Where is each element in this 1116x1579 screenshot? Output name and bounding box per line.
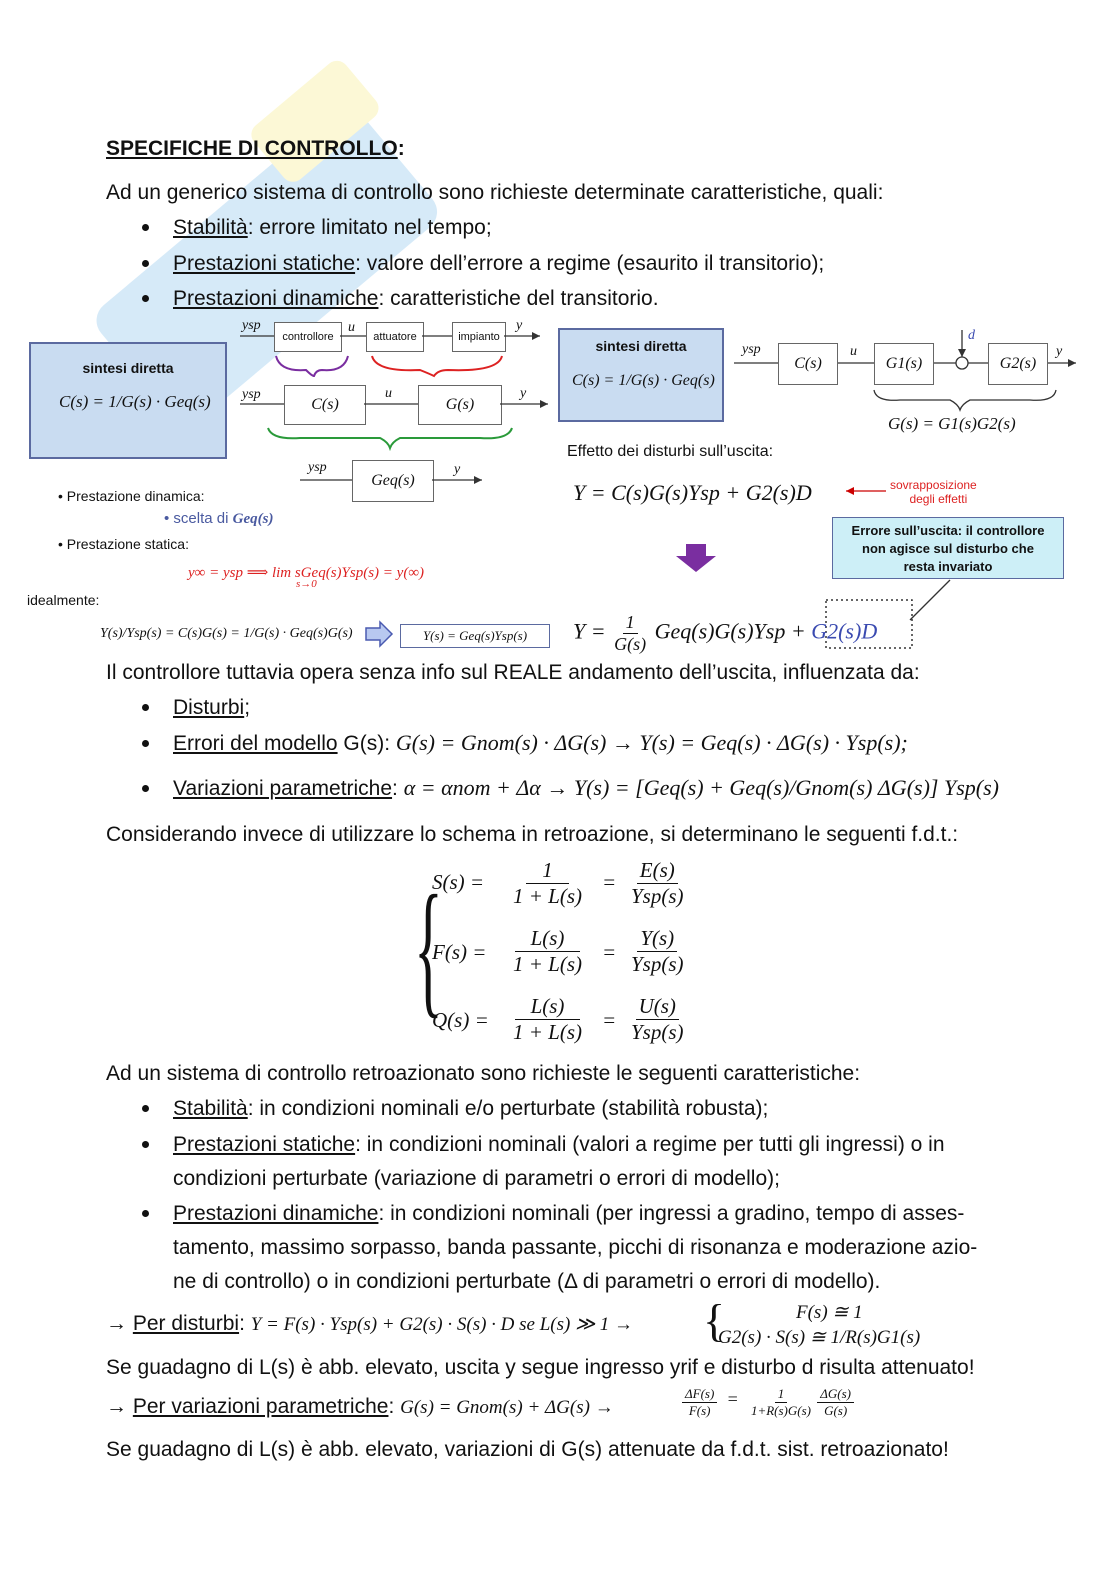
page-title: SPECIFICHE DI CONTROLLO: — [106, 137, 405, 160]
ideal-result-box: Y(s) = Geq(s)Ysp(s) — [400, 624, 550, 648]
label-ysp: ysp — [242, 387, 261, 402]
conclusion-2: Se guadagno di L(s) è abb. elevato, variazioni di G(s) attenuate da f.d.t. sist. retroazionato! — [106, 1438, 949, 1461]
list-item-continuation: tamento, massimo sorpasso, banda passante, picchi di risonanza e moderazione azio- — [173, 1236, 978, 1259]
label-y: y — [516, 318, 523, 333]
list-item: Prestazioni dinamiche: caratteristiche del transitorio. — [173, 287, 659, 310]
limit-subscript: s→0 — [296, 578, 317, 590]
list-item: Variazioni parametriche: α = αnom + Δα → Y(s) = [Geq(s) + Geq(s)/Gnom(s) ΔG(s)] Ysp(s) — [173, 775, 999, 800]
block-impianto: impianto — [452, 322, 506, 352]
label-u: u — [850, 344, 857, 359]
g-product: G(s) = G1(s)G2(s) — [888, 414, 1016, 433]
paragraph-2: Il controllore tuttavia opera senza info sul REALE andamento dell’uscita, influenzata da: — [106, 661, 920, 684]
label-ysp: ysp — [242, 318, 261, 333]
bullet — [142, 740, 149, 747]
y-equation: Y = C(s)G(s)Ysp + G2(s)D — [573, 480, 812, 505]
label-u: u — [385, 386, 392, 401]
sensitivity-equation: $\frac{\Delta F(s)}{F(s)}$ = $\frac{1}{1+R(s)G(s)}$ $\frac{\Delta G(s)}{G(s)}$ — [682, 1386, 854, 1419]
list-item-continuation: condizioni perturbate (variazione di parametri o errori di modello); — [173, 1167, 780, 1190]
transfer-functions-system: { S(s) = $\frac{1}{1 + L(s)}$ = $\frac{E(s)}{\text{Ysp(s)}}$ F(s) = $\frac{L(s)}{1 + L(s)}$ = $\frac{Y(s)}{\text{Ysp(s)}}$ Q(s) = $\frac{L(s)}{1 + L(s)}$ = $\frac{U(s)}{\text{Ysp(s)}}$ — [414, 858, 684, 1044]
idealmente-label: idealmente: — [27, 592, 100, 608]
block-geq: Geq(s) — [352, 460, 434, 502]
bullet — [142, 785, 149, 792]
block-g: G(s) — [418, 385, 502, 425]
block-g2: G2(s) — [988, 343, 1048, 385]
block-attuatore: attuatore — [366, 322, 424, 352]
case-2: G2(s) · S(s) ≅ 1/R(s)G1(s) — [718, 1327, 921, 1348]
scelta-geq: • scelta di Geq(s) — [164, 510, 274, 527]
label-d: d — [968, 328, 975, 343]
block-c: C(s) — [284, 385, 366, 425]
sintesi-left-equation: C(s) = 1/G(s) · Geq(s) — [59, 392, 211, 411]
label-ysp: ysp — [742, 342, 761, 357]
sovrapposizione-note: sovrapposizione degli effetti — [890, 478, 977, 506]
bullet — [142, 1141, 149, 1148]
label-y: y — [520, 386, 527, 401]
prestazione-statica-label: • Prestazione statica: — [58, 536, 189, 552]
label-y: y — [454, 462, 461, 477]
paragraph-3: Considerando invece di utilizzare lo schema in retroazione, si determinano le seguenti f.d.t.: — [106, 823, 959, 846]
list-item: Prestazioni dinamiche: in condizioni nominali (per ingressi a gradino, tempo di asses- — [173, 1202, 965, 1225]
case-1: F(s) ≅ 1 — [796, 1302, 863, 1323]
label-y: y — [1056, 344, 1063, 359]
ideal-equation: Y(s)/Ysp(s) = C(s)G(s) = 1/G(s) · Geq(s)G(s) — [100, 626, 353, 641]
cases-brace: { — [703, 1295, 726, 1346]
bullet — [142, 1105, 149, 1112]
per-disturbi-line: → Per disturbi: Y = F(s) · Ysp(s) + G2(s) · S(s) · D se L(s) ≫ 1 → — [106, 1312, 633, 1335]
block-g1: G1(s) — [874, 343, 934, 385]
list-item: Prestazioni statiche: valore dell’errore a regime (esaurito il transitorio); — [173, 252, 825, 275]
list-item: Stabilità: in condizioni nominali e/o perturbate (stabilità robusta); — [173, 1097, 769, 1120]
effetto-disturbi: Effetto dei disturbi sull’uscita: — [567, 443, 774, 460]
limit-equation: y∞ = ysp ⟹ lim sGeq(s)Ysp(s) = y(∞) — [188, 565, 425, 581]
prestazione-dinamica-label: • Prestazione dinamica: — [58, 488, 205, 504]
list-item: Prestazioni statiche: in condizioni nominali (valori a regime per tutti gli ingressi) o in — [173, 1133, 945, 1156]
left-brace: { — [414, 865, 443, 1031]
list-item: Errori del modello G(s): G(s) = Gnom(s) · ΔG(s) → Y(s) = Geq(s) · ΔG(s) · Ysp(s); — [173, 730, 908, 755]
sintesi-diretta-box-left: sintesi diretta C(s) = 1/G(s) · Geq(s) — [29, 342, 227, 459]
sintesi-diretta-box-right: sintesi diretta C(s) = 1/G(s) · Geq(s) — [558, 328, 724, 422]
paragraph-4: Ad un sistema di controllo retroazionato sono richieste le seguenti caratteristiche: — [106, 1062, 861, 1085]
intro-paragraph: Ad un generico sistema di controllo sono richieste determinate caratteristiche, quali: — [106, 181, 884, 204]
block-c-right: C(s) — [778, 343, 838, 385]
conclusion-1: Se guadagno di L(s) è abb. elevato, uscita y segue ingresso yrif e disturbo d risulta attenuato! — [106, 1356, 975, 1379]
label-ysp: ysp — [308, 460, 327, 475]
label-u: u — [348, 320, 355, 335]
errore-uscita-box: Errore sull’uscita: il controllore non agisce sul disturbo che resta invariato — [832, 517, 1064, 579]
list-item: Disturbi; — [173, 696, 251, 719]
bullet — [142, 1210, 149, 1217]
list-item-continuation: ne di controllo) o in condizioni perturbate (Δ di parametri o errori di modello). — [173, 1270, 881, 1293]
list-item: Stabilità: errore limitato nel tempo; — [173, 216, 492, 239]
y-equation-2: Y = $\frac{1}{G(s)}$ Geq(s)G(s)Ysp + G2(s)D — [573, 612, 878, 654]
bullet — [142, 704, 149, 711]
sintesi-right-equation: C(s) = 1/G(s) · Geq(s) — [572, 372, 715, 389]
per-variazioni-line: → Per variazioni parametriche: G(s) = Gnom(s) + ΔG(s) → — [106, 1395, 614, 1418]
block-controllore: controllore — [274, 322, 342, 352]
